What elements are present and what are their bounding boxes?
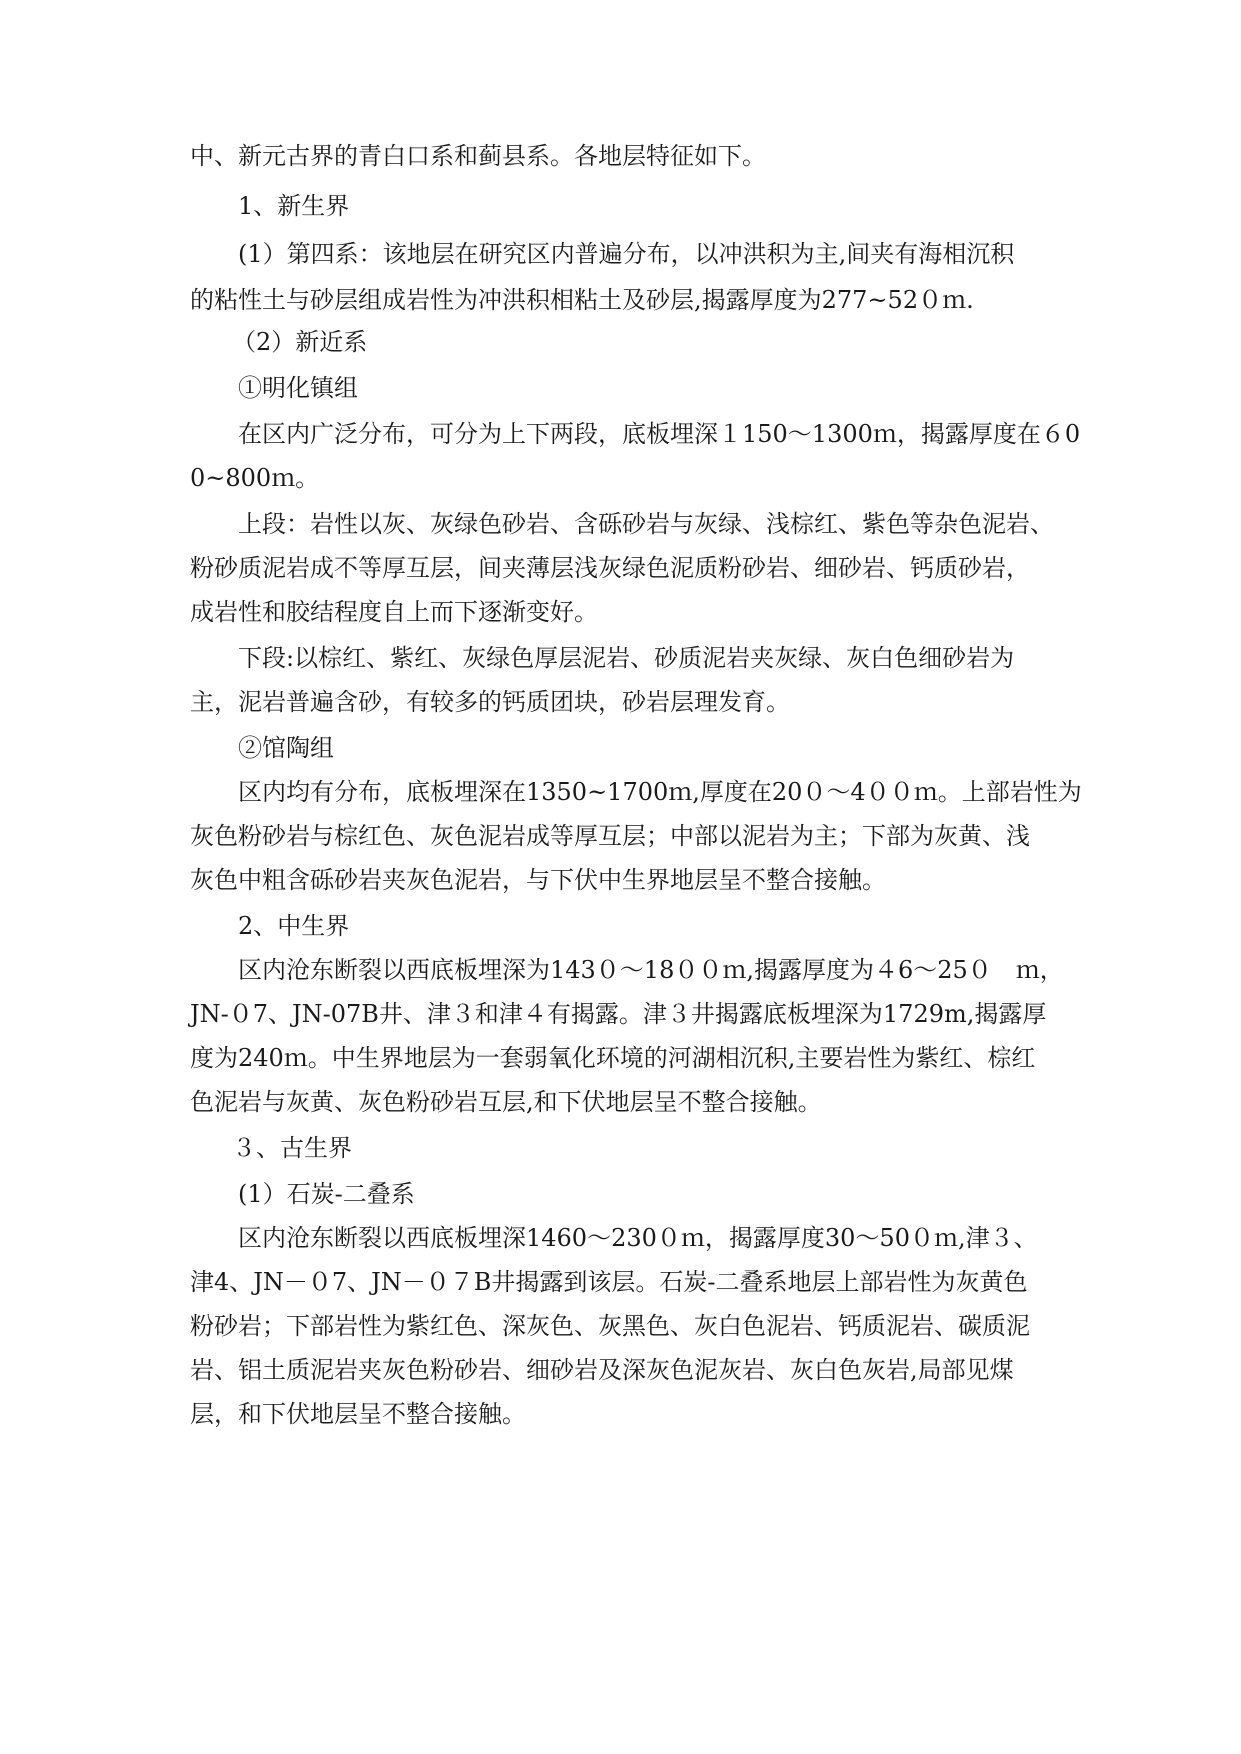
paragraph-line: 色泥岩与灰黄、灰色粉砂岩互层,和下伏地层呈不整合接触。 xyxy=(190,1088,822,1116)
paragraph-line: 在区内广泛分布，可分为上下两段，底板埋深１150～1300ｍ，揭露厚度在６0 xyxy=(238,420,1081,448)
subsection-heading: ②馆陶组 xyxy=(238,734,334,762)
paragraph-line: 的粘性土与砂层组成岩性为冲洪积相粘土及砂层,揭露厚度为277~52０ｍ. xyxy=(190,286,974,314)
paragraph-line: 区内均有分布，底板埋深在1350~1700ｍ,厚度在20０～4００ｍ。上部岩性为 xyxy=(238,778,1082,806)
section-heading: ３、古生界 xyxy=(232,1134,352,1162)
subsection-heading: ①明化镇组 xyxy=(238,374,358,402)
subsection-heading: （2）新近系 xyxy=(232,328,368,356)
paragraph-line: 主，泥岩普遍含砂，有较多的钙质团块，砂岩层理发育。 xyxy=(190,688,790,716)
paragraph-line: 粉砂质泥岩成不等厚互层，间夹薄层浅灰绿色泥质粉砂岩、细砂岩、钙质砂岩， xyxy=(190,554,1030,582)
paragraph-line: 粉砂岩；下部岩性为紫红色、深灰色、灰黑色、灰白色泥岩、钙质泥岩、碳质泥 xyxy=(190,1312,1030,1340)
paragraph-line: (1）第四系：该地层在研究区内普遍分布，以冲洪积为主,间夹有海相沉积 xyxy=(238,240,1015,268)
paragraph-line: 灰色中粗含砾砂岩夹灰色泥岩，与下伏中生界地层呈不整合接触。 xyxy=(190,866,886,894)
paragraph-line: 区内沧东断裂以西底板埋深1460～230０ｍ，揭露厚度30～50０ｍ,津３、 xyxy=(238,1224,1038,1252)
paragraph-line: 下段:以棕红、紫红、灰绿色厚层泥岩、砂质泥岩夹灰绿、灰白色细砂岩为 xyxy=(238,644,1015,672)
paragraph-line: 成岩性和胶结程度自上而下逐渐变好。 xyxy=(190,598,598,626)
paragraph-line: JN-０7、JN-07B井、津３和津４有揭露。津３井揭露底板埋深为1729m,揭露厚 xyxy=(190,1000,1047,1028)
paragraph-line: 度为240ｍ。中生界地层为一套弱氧化环境的河湖相沉积,主要岩性为紫红、棕红 xyxy=(190,1044,1036,1072)
paragraph-line: 津4、JN－０7、JN－０７B井揭露到该层。石炭-二叠系地层上部岩性为灰黄色 xyxy=(190,1268,1028,1296)
paragraph-line: 中、新元古界的青白口系和蓟县系。各地层特征如下。 xyxy=(190,142,766,170)
paragraph-line: 上段：岩性以灰、灰绿色砂岩、含砾砂岩与灰绿、浅棕红、紫色等杂色泥岩、 xyxy=(238,510,1054,538)
paragraph-line: 区内沧东断裂以西底板埋深为143０～18００ｍ,揭露厚度为４6～25０ ｍ， xyxy=(238,956,1064,984)
paragraph-line: 岩、铝土质泥岩夹灰色粉砂岩、细砂岩及深灰色泥灰岩、灰白色灰岩,局部见煤 xyxy=(190,1356,1014,1384)
section-heading: 1、新生界 xyxy=(238,192,350,220)
section-heading: 2、中生界 xyxy=(238,912,350,940)
paragraph-line: 层，和下伏地层呈不整合接触。 xyxy=(190,1400,526,1428)
subsection-heading: (1）石炭-二叠系 xyxy=(238,1180,415,1208)
paragraph-line: 灰色粉砂岩与棕红色、灰色泥岩成等厚互层；中部以泥岩为主；下部为灰黄、浅 xyxy=(190,822,1030,850)
paragraph-line: 0~800ｍ。 xyxy=(190,464,320,492)
